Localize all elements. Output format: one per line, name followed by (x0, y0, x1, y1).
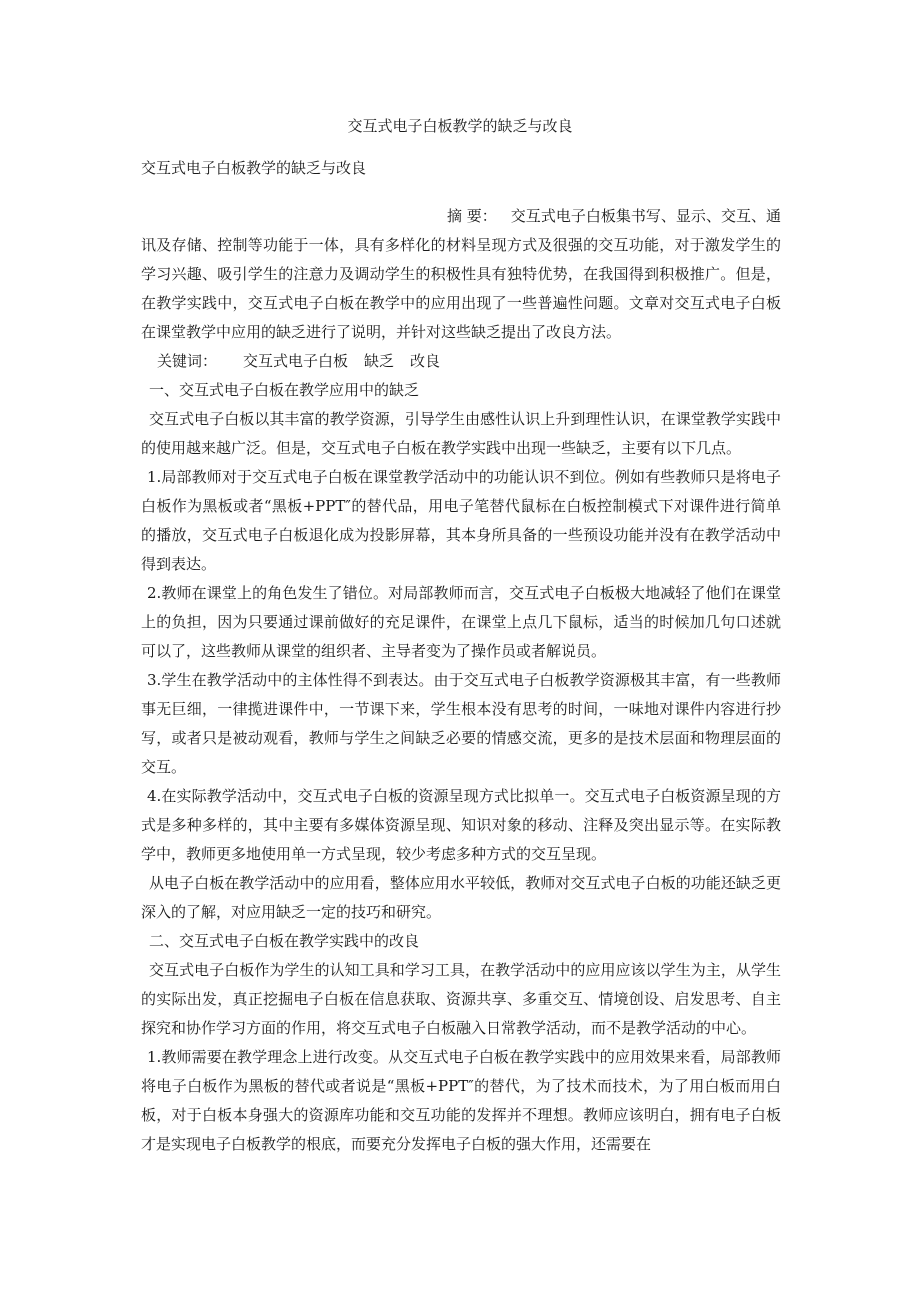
point-paragraph: 1.局部教师对于交互式电子白板在课堂教学活动中的功能认识不到位。例如有些教师只是将电子白板作为黑板或者“黑板+PPT″的替代品，用电子笔替代鼠标在白板控制模式下对课件进行简单的播放，交互式电子白板退化成为投影屏幕，其本身所具备的一些预设功能并没有在教学活动中得到表达。 (141, 468, 781, 573)
abstract-paragraph (141, 202, 781, 347)
section1-summary-paragraph: 从电子白板在教学活动中的应用看，整体应用水平较低，教师对交互式电子白板的功能还缺乏更深入的了解，对应用缺乏一定的技巧和研究。 (141, 874, 781, 921)
document-title: 交互式电子白板教学的缺乏与改良 (347, 117, 573, 135)
point-paragraph: 1.教师需要在教学理念上进行改变。从交互式电子白板在教学实践中的应用效果来看，局部教师将电子白板作为黑板的替代或者说是“黑板+PPT″的替代，为了技术而技术，为了用白板而用白板，对于白板本身强大的资源库功能和交互功能的发挥并不理想。教师应该明白，拥有电子白板才是实现电子白板教学的根底，而要充分发挥电子白板的强大作用，还需要在 (141, 1048, 781, 1153)
keywords-label: 关键词： (157, 352, 218, 370)
point-paragraph: 2.教师在课堂上的角色发生了错位。对局部教师而言，交互式电子白板极大地减轻了他们在课堂上的负担，因为只要通过课前做好的充足课件，在课堂上点几下鼠标，适当的时候加几句口述就可以了，这些教师从课堂的组织者、主导者变为了操作员或者解说员。 (141, 584, 781, 660)
section1-intro-paragraph: 交互式电子白板以其丰富的教学资源，引导学生由感性认识上升到理性认识，在课堂教学实践中的使用越来越广泛。但是，交互式电子白板在教学实践中出现一些缺乏，主要有以下几点。 (141, 410, 781, 457)
point-paragraph: 3.学生在教学活动中的主体性得不到表达。由于交互式电子白板教学资源极其丰富，有一些教师事无巨细，一律揽进课件中，一节课下来，学生根本没有思考的时间，一味地对课件内容进行抄写，或者只是被动观看，教师与学生之间缺乏必要的情感交流，更多的是技术层面和物理层面的交互。 (141, 671, 781, 776)
section-heading: 二、交互式电子白板在教学实践中的改良 (149, 932, 420, 950)
abstract-text: 交互式电子白板集书写、显示、交互、通讯及存储、控制等功能于一体，具有多样化的材料呈现方式及很强的交互功能，对于激发学生的学习兴趣、吸引学生的注意力及调动学生的积极性具有独特优势，在我国得到积极推广。但是，在教学实践中，交互式电子白板在教学中的应用出现了一些普遍性问题。文章对交互式电子白板在课堂教学中应用的缺乏进行了说明，并针对这些缺乏提出了改良方法。 (141, 207, 781, 341)
section-heading: 一、交互式电子白板在教学应用中的缺乏 (149, 381, 420, 399)
section2-intro-paragraph: 交互式电子白板作为学生的认知工具和学习工具，在教学活动中的应用应该以学生为主，从学生的实际出发，真正挖掘电子白板在信息获取、资源共享、多重交互、情境创设、启发思考、自主探究和协作学习方面的作用，将交互式电子白板融入日常教学活动，而不是教学活动的中心。 (141, 961, 781, 1037)
document-subtitle: 交互式电子白板教学的缺乏与改良 (141, 159, 367, 177)
abstract-label: 摘 要： (447, 207, 497, 225)
keyword: 缺乏 (364, 352, 395, 370)
keyword: 交互式电子白板 (243, 352, 349, 370)
point-paragraph: 4.在实际教学活动中，交互式电子白板的资源呈现方式比拟单一。交互式电子白板资源呈现的方式是多种多样的，其中主要有多媒体资源呈现、知识对象的移动、注释及突出显示等。在实际教学中，教师更多地使用单一方式呈现，较少考虑多种方式的交互呈现。 (141, 787, 781, 863)
document-body (141, 154, 781, 1159)
keyword: 改良 (410, 352, 441, 370)
keywords-line (141, 347, 781, 376)
